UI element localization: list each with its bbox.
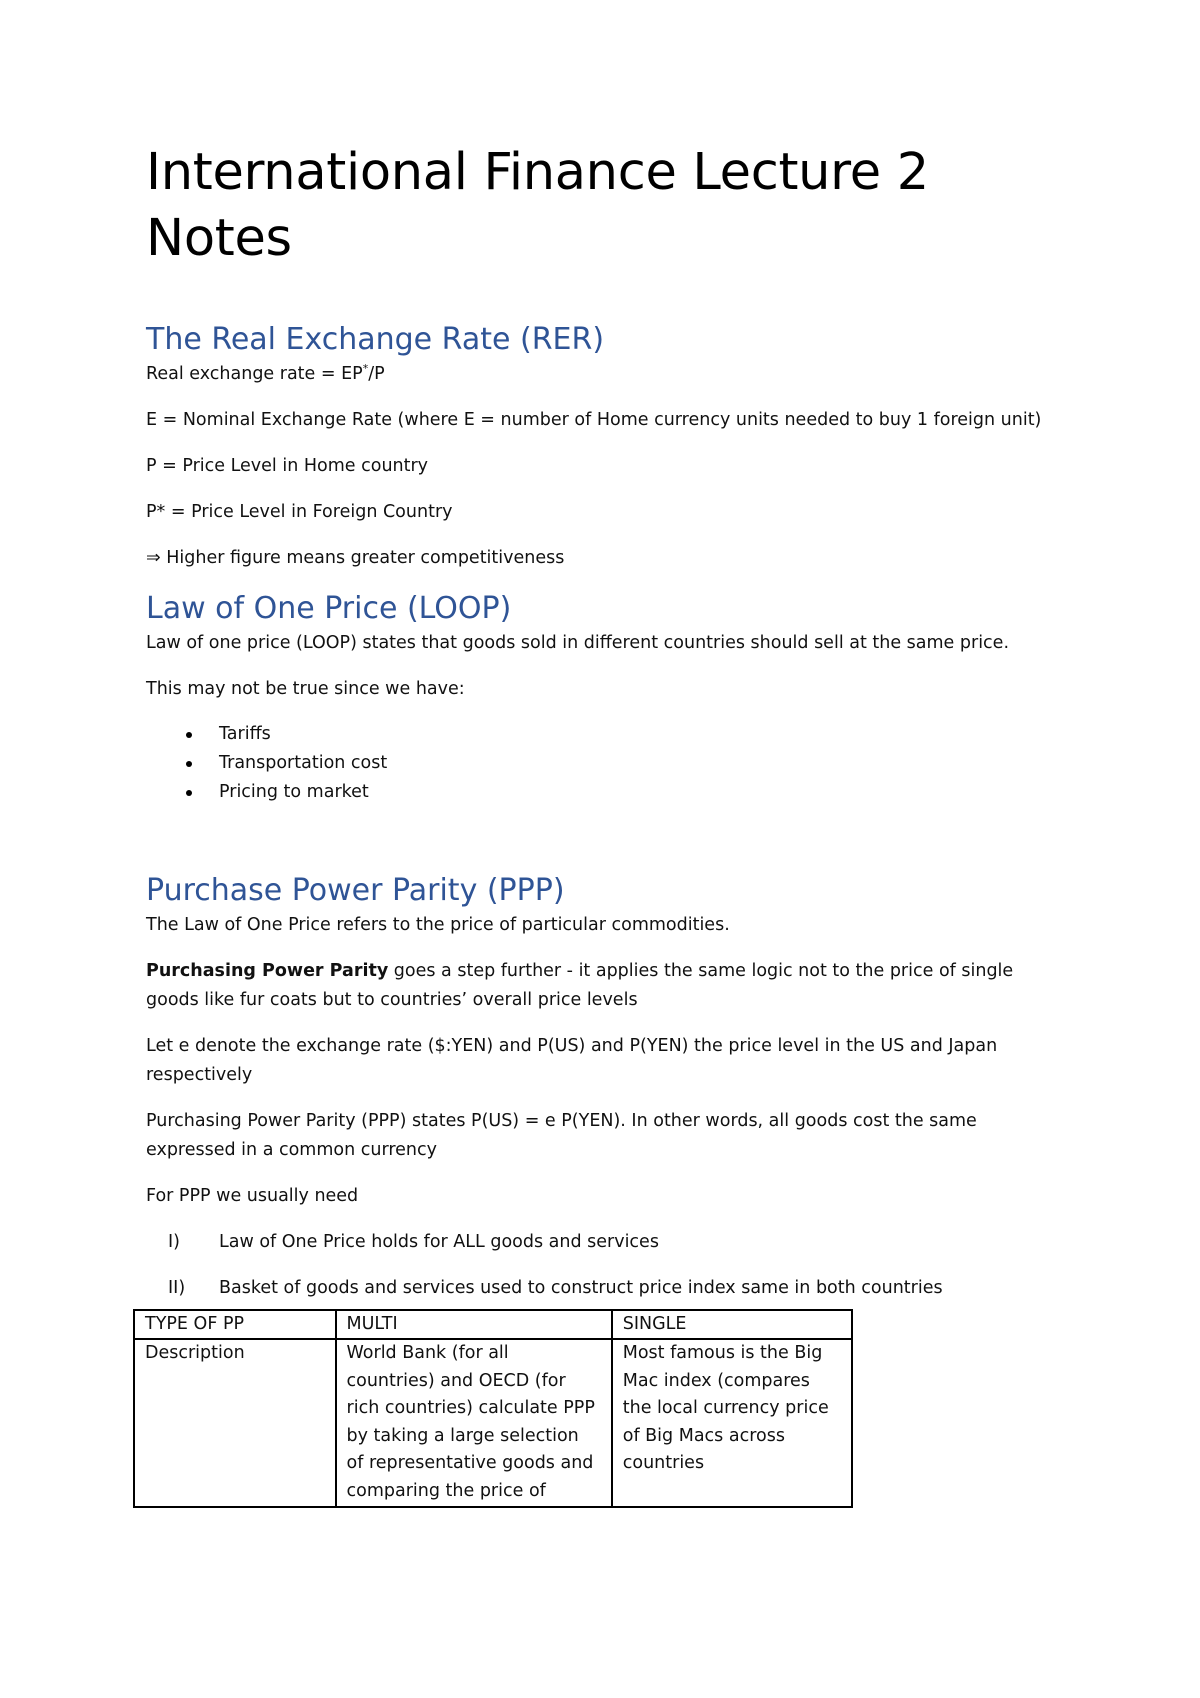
bullet-icon (186, 732, 192, 738)
loop-intro: This may not be true since we have: (146, 679, 465, 699)
loop-bullet-list (146, 720, 1076, 807)
loop-definition: Law of one price (LOOP) states that goods sold in different countries should sell at the same price. (146, 633, 1010, 653)
list-number: I) (168, 1232, 180, 1252)
ppp-conditions-list (146, 1228, 1076, 1303)
ppp-paragraph-2 (146, 957, 1026, 1015)
list-text: Basket of goods and services used to construct price index same in both countries (219, 1278, 943, 1298)
rer-line-conclusion: ⇒ Higher figure means greater competitiveness (146, 548, 565, 568)
bullet-icon (186, 790, 192, 796)
table-header-cell: TYPE OF PP (134, 1310, 336, 1339)
list-item (146, 778, 1076, 807)
rer-line-e: E = Nominal Exchange Rate (where E = number of Home currency units needed to buy 1 foreign unit) (146, 410, 1042, 430)
bullet-text: Pricing to market (219, 782, 369, 802)
rer-formula-sup: * (362, 362, 369, 376)
loop-heading: Law of One Price (LOOP) (146, 591, 512, 626)
rer-line-p: P = Price Level in Home country (146, 456, 429, 476)
document-title: International Finance Lecture 2 Notes (146, 143, 929, 268)
cell-text: Description (145, 1343, 245, 1363)
table-header-cell: SINGLE (612, 1310, 852, 1339)
table-header-cell: MULTI (336, 1310, 612, 1339)
ppp-paragraph-5: For PPP we usually need (146, 1186, 359, 1206)
rer-heading: The Real Exchange Rate (RER) (146, 322, 605, 357)
pp-comparison-table (133, 1309, 853, 1508)
table-header-row (134, 1310, 852, 1339)
rer-formula-suffix: /P (368, 364, 385, 384)
rer-line-pstar: P* = Price Level in Foreign Country (146, 502, 453, 522)
list-number: II) (168, 1278, 186, 1298)
table-cell-single (612, 1339, 852, 1507)
list-text: Law of One Price holds for ALL goods and services (219, 1232, 659, 1252)
bullet-icon (186, 761, 192, 767)
rer-formula-prefix: Real exchange rate = EP (146, 364, 363, 384)
ppp-paragraph-2-rest: goes a step further - it applies the same logic not to the price of single goods like fur coats but to countries’ overall price levels (146, 961, 1014, 1010)
cell-text: Most famous is the Big Mac index (compares the local currency price of Big Macs across countries (622, 1343, 829, 1473)
ppp-paragraph-1: The Law of One Price refers to the price of particular commodities. (146, 915, 730, 935)
ppp-paragraph-3: Let e denote the exchange rate ($:YEN) and P(US) and P(YEN) the price level in the US and Japan respectively (146, 1036, 998, 1085)
ppp-paragraph-4: Purchasing Power Parity (PPP) states P(US) = e P(YEN). In other words, all goods cost the same expressed in a common currency (146, 1111, 977, 1160)
list-item (146, 1274, 1076, 1303)
table-cell-multi (336, 1339, 612, 1507)
table-cell-label (134, 1339, 336, 1507)
list-item (146, 1228, 1076, 1257)
cell-text: World Bank (for all countries) and OECD (for rich countries) calculate PPP by taking a large selection of representative goods and comparing the price of (346, 1343, 595, 1501)
list-item (146, 749, 1076, 778)
table-row (134, 1339, 852, 1507)
list-item (146, 720, 1076, 749)
rer-formula (146, 360, 1076, 389)
ppp-heading: Purchase Power Parity (PPP) (146, 873, 565, 908)
ppp-term-bold: Purchasing Power Parity (146, 961, 389, 981)
bullet-text: Transportation cost (219, 753, 388, 773)
bullet-text: Tariffs (219, 724, 271, 744)
document-page (146, 140, 1076, 1509)
